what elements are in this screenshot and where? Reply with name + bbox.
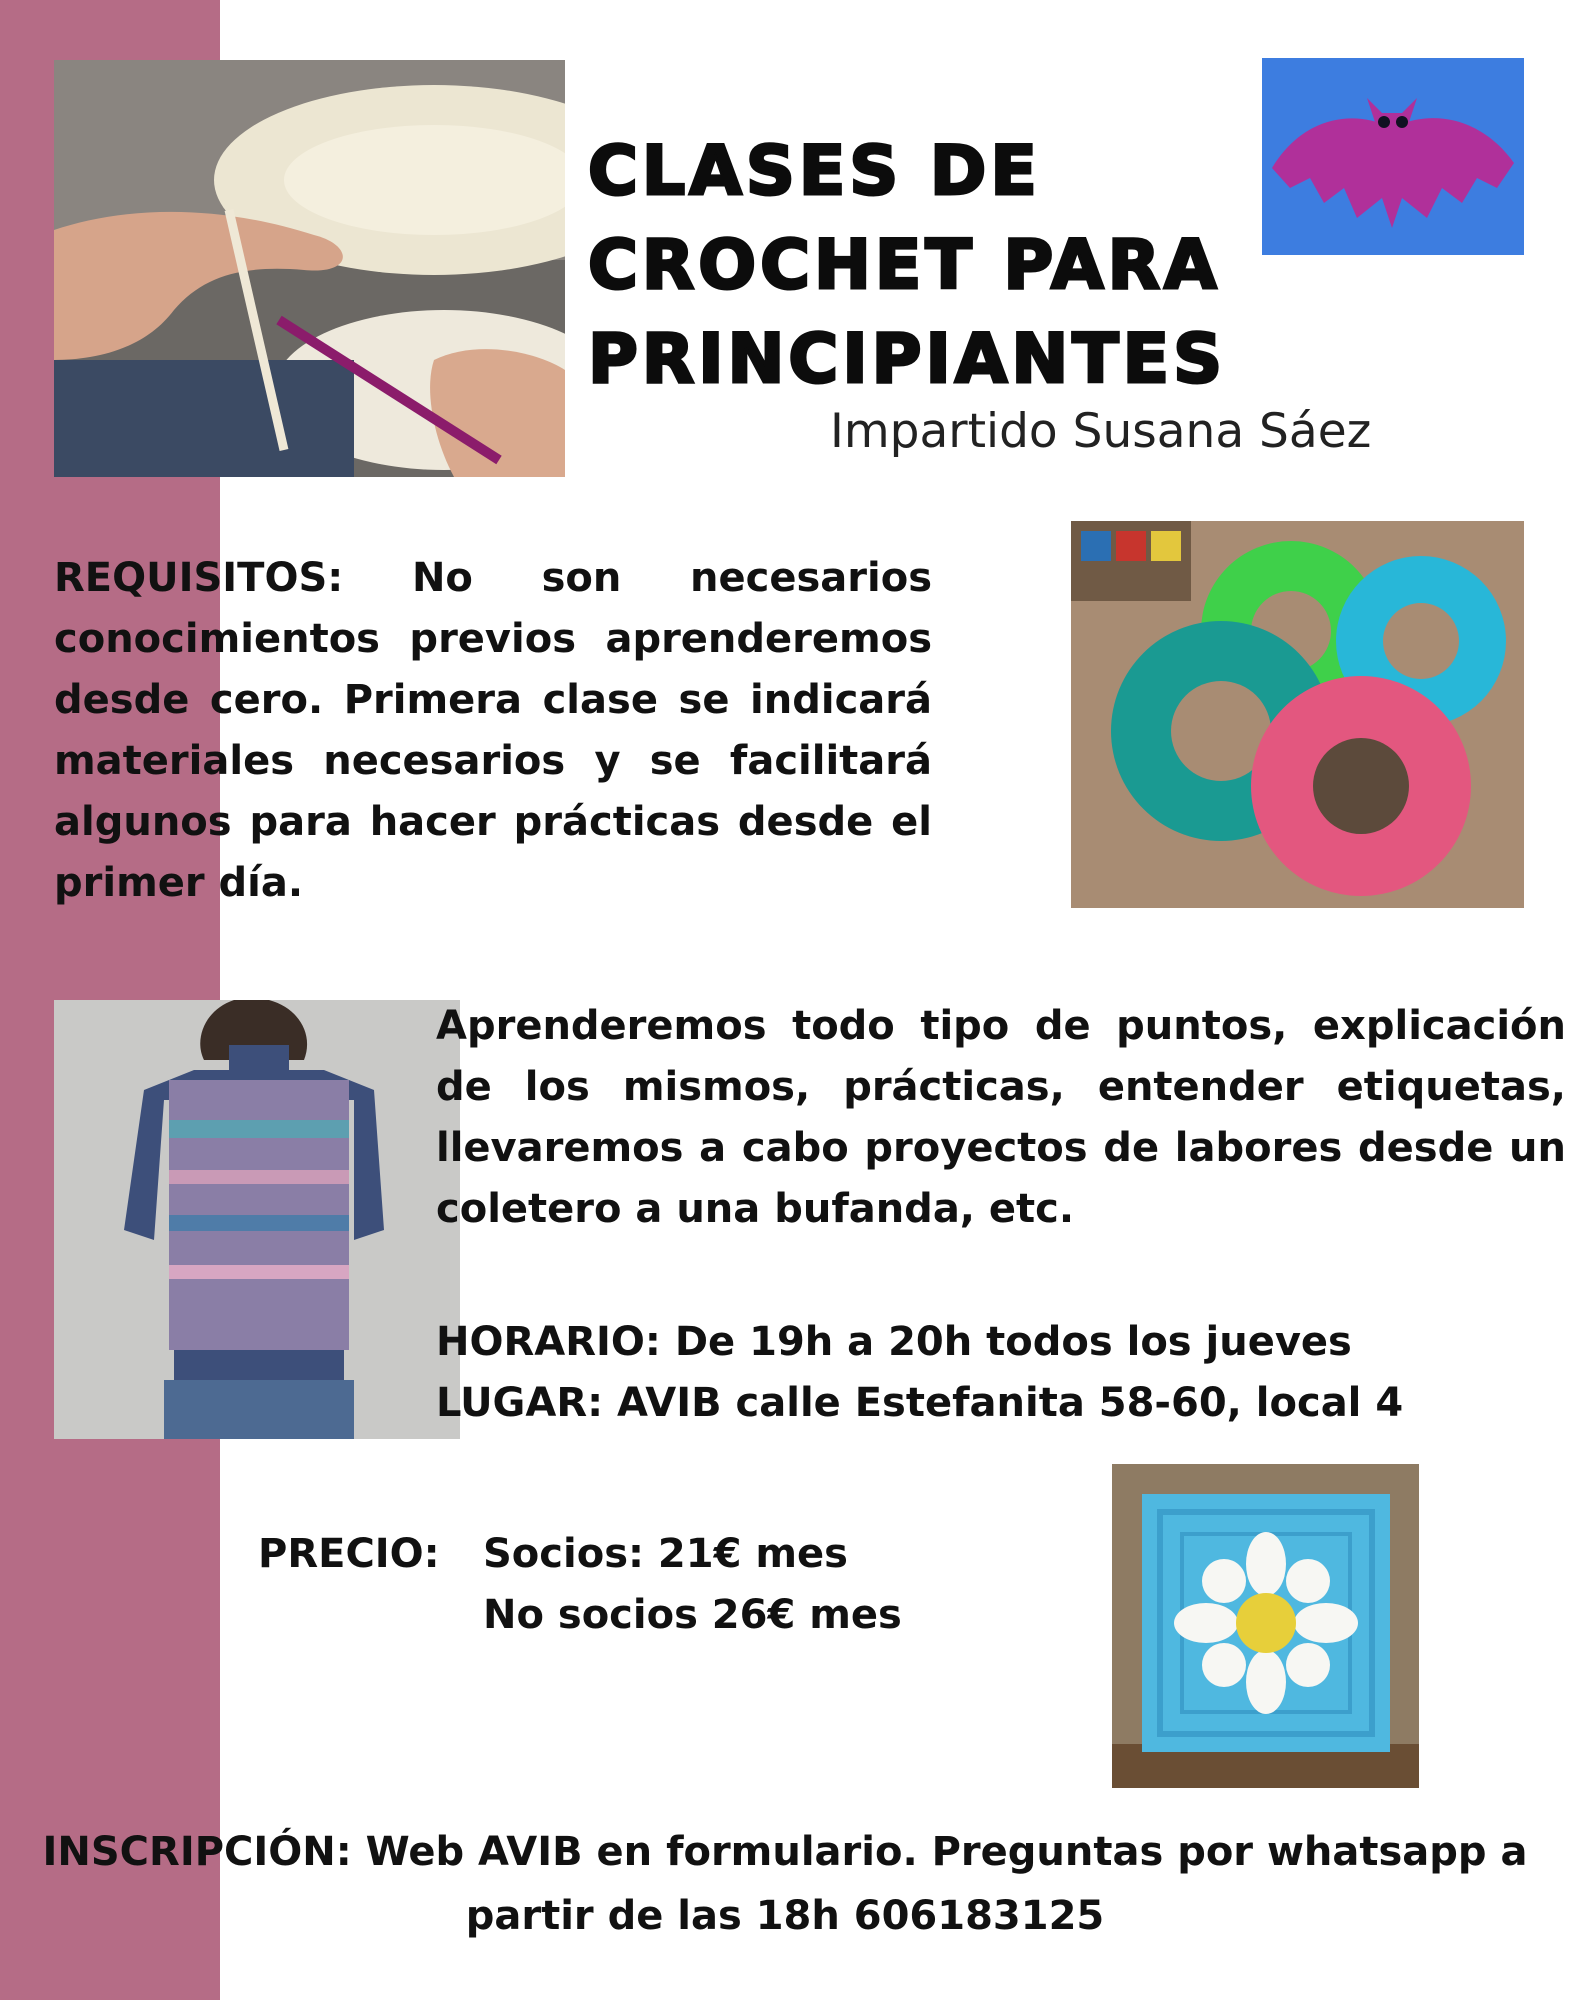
inscripcion-line-2: partir de las 18h 606183125 (465, 1893, 1105, 1939)
horario-text: HORARIO: De 19h a 20h todos los jueves (436, 1319, 1352, 1365)
scrunchies-photo (1071, 521, 1524, 908)
instructor-subtitle: Impartido Susana Sáez (830, 404, 1372, 459)
requisitos-line: desde cero. Primera clase se indicará (54, 677, 932, 723)
title-line-3: PRINCIPIANTES (588, 320, 1227, 399)
requisitos-line: REQUISITOS: No son necesarios (54, 555, 932, 601)
learning-line: Aprenderemos todo tipo de puntos, explicación (436, 1003, 1566, 1049)
crochet-sweater-photo (54, 1000, 460, 1439)
learning-line: de los mismos, prácticas, entender etiquetas, (436, 1064, 1566, 1110)
inscripcion-text (40, 1820, 1530, 1948)
learning-paragraph (436, 996, 1566, 1240)
hands-crocheting-photo (54, 60, 565, 477)
price-values (483, 1524, 902, 1646)
requisitos-line: primer día. (54, 860, 304, 906)
price-socios: Socios: 21€ mes (483, 1531, 848, 1577)
requisitos-line: algunos para hacer prácticas desde el (54, 799, 932, 845)
learning-line: llevaremos a cabo proyectos de labores desde un (436, 1125, 1566, 1171)
page-title (588, 125, 1408, 407)
inscripcion-line-1: INSCRIPCIÓN: Web AVIB en formulario. Preguntas por whatsapp a (42, 1829, 1528, 1875)
requisitos-paragraph (54, 548, 932, 914)
requisitos-line: materiales necesarios y se facilitará (54, 738, 932, 784)
granny-square-photo (1112, 1464, 1419, 1788)
title-line-2: CROCHET PARA (588, 226, 1221, 305)
price-label: PRECIO: (258, 1531, 440, 1577)
learning-line: coletero a una bufanda, etc. (436, 1186, 1075, 1232)
price-no-socios: No socios 26€ mes (483, 1592, 902, 1638)
schedule-info (436, 1312, 1403, 1434)
lugar-text: LUGAR: AVIB calle Estefanita 58-60, local 4 (436, 1380, 1404, 1426)
requisitos-line: conocimientos previos aprenderemos (54, 616, 932, 662)
title-line-1: CLASES DE (588, 132, 1041, 211)
